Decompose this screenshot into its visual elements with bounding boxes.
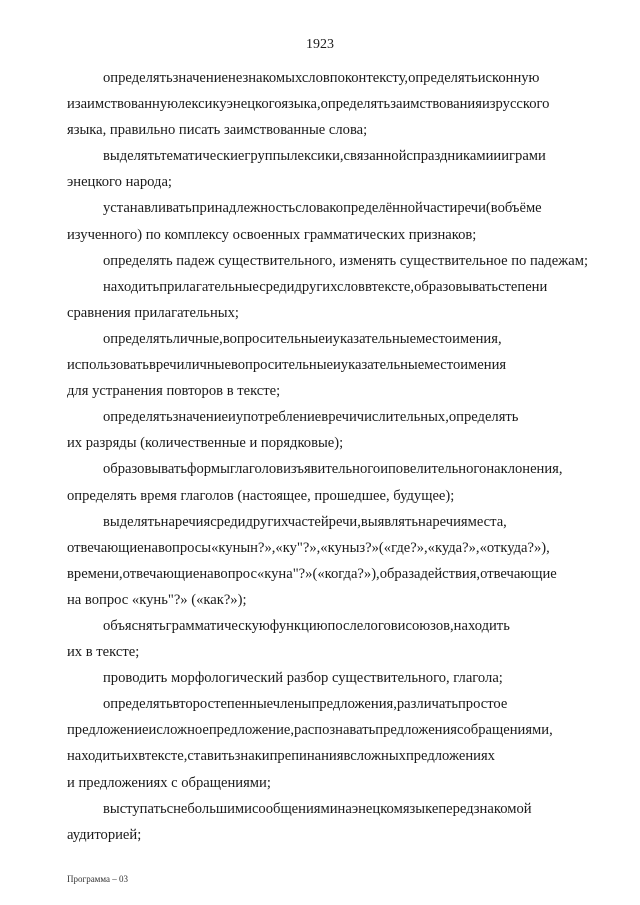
text-line: выделятьнаречиясредидругихчастейречи,выявлятьнаречияместа, xyxy=(103,513,507,530)
paragraph xyxy=(67,195,609,247)
text-line: выступатьснебольшимисообщенияминаэнецкомязыкепередзнакомой xyxy=(103,800,532,817)
text-line: и предложениях с обращениями; xyxy=(67,774,271,791)
text-line: предложениеисложноепредложение,распознаватьпредложениясобращениями, xyxy=(67,722,553,739)
text-line: определятьвторостепенныечленыпредложения,различатьпростое xyxy=(103,696,508,713)
text-line: устанавливатьпринадлежностьсловакопределённойчастиречи(вобъёме xyxy=(103,200,542,217)
text-line: выделятьтематическиегруппылексики,связаннойспраздникамиииграми xyxy=(103,148,546,165)
text-line: определятьзначениенезнакомыхсловпоконтексту,определятьисконную xyxy=(103,70,540,86)
page-number: 1923 xyxy=(306,37,334,52)
text-line: объяснятьграмматическуюфункциюпослелоговисоюзов,находить xyxy=(103,617,510,634)
text-line: проводить морфологический разбор существительного, глагола; xyxy=(103,670,503,687)
paragraph xyxy=(67,248,609,274)
text-line: определятьличные,вопросительныеиуказательныеместоимения, xyxy=(103,330,502,347)
text-line: использоватьвречиличныевопросительныеиуказательныеместоимения xyxy=(67,357,507,374)
text-line: находитьихвтексте,ставитьзнакипрепинаниявсложныхпредложениях xyxy=(67,748,495,765)
paragraph xyxy=(67,65,609,143)
paragraph xyxy=(67,404,609,456)
text-line: на вопрос «кунь"?» («как?»); xyxy=(67,591,247,608)
paragraph xyxy=(67,665,609,691)
text-line: языка, правильно писать заимствованные слова; xyxy=(67,122,368,139)
text-line: их в тексте; xyxy=(67,644,140,661)
text-line: времени,отвечающиенавопрос«куна"?»(«когда?»),образадействия,отвечающие xyxy=(67,565,557,582)
text-line: находитьприлагательныесредидругихсловвтексте,образовыватьстепени xyxy=(103,278,548,295)
text-line: образовыватьформыглаголовизъявительногоиповелительногонаклонения, xyxy=(103,461,563,478)
text-line: определять время глаголов (настоящее, прошедшее, будущее); xyxy=(67,487,455,504)
paragraph xyxy=(67,796,609,848)
text-line: аудиторией; xyxy=(67,826,142,843)
paragraph xyxy=(67,143,609,195)
text-line: определять падеж существительного, изменять существительное по падежам; xyxy=(103,252,589,269)
paragraph xyxy=(67,326,609,404)
text-line: их разряды (количественные и порядковые); xyxy=(67,435,344,452)
document-body xyxy=(67,65,609,848)
text-line: изученного) по комплексу освоенных грамматических признаков; xyxy=(67,226,477,243)
text-line: для устранения повторов в тексте; xyxy=(67,383,281,400)
text-line: сравнения прилагательных; xyxy=(67,304,239,321)
paragraph xyxy=(67,613,609,665)
text-line: энецкого народа; xyxy=(67,174,172,191)
text-line: отвечающиенавопросы«кунын?»,«ку"?»,«куныз?»(«где?»,«куда?»,«откуда?»), xyxy=(67,539,550,556)
text-line: определятьзначениеиупотреблениевречичислительных,определять xyxy=(103,409,519,426)
paragraph xyxy=(67,509,609,613)
paragraph xyxy=(67,691,609,795)
text-line: изаимствованнуюлексикуэнецкогоязыка,определятьзаимствованияизрусского xyxy=(67,96,550,113)
paragraph xyxy=(67,274,609,326)
page-footer: Программа – 03 xyxy=(67,874,129,884)
paragraph xyxy=(67,456,609,508)
